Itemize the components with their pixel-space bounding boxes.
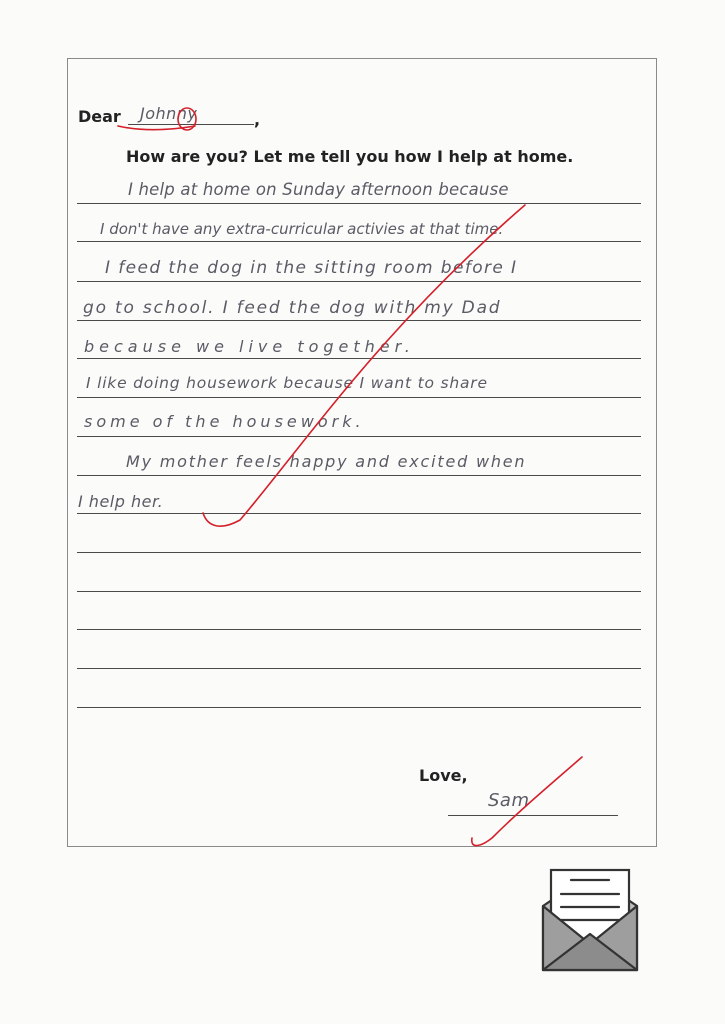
ruled-line	[77, 475, 641, 476]
signature-line	[448, 815, 618, 816]
ruled-line	[77, 513, 641, 514]
greeting-comma: ,	[254, 110, 261, 129]
ruled-line	[77, 320, 641, 321]
ruled-line	[77, 281, 641, 282]
envelope-letter-icon	[539, 864, 641, 974]
closing-text: Love,	[419, 766, 468, 785]
signature: Sam	[488, 790, 530, 811]
handwritten-line-1: I help at home on Sunday afternoon because	[128, 180, 509, 199]
ruled-line	[77, 707, 641, 708]
ruled-line	[77, 358, 641, 359]
ruled-line	[77, 591, 641, 592]
greeting-label: Dear	[78, 107, 121, 126]
letter-prompt: How are you? Let me tell you how I help at home.	[126, 147, 574, 166]
greeting-name-line	[128, 124, 254, 125]
ruled-line	[77, 629, 641, 630]
handwritten-line-7: some of the housework.	[84, 412, 365, 431]
handwritten-line-2: I don't have any extra-curricular activies at that time.	[100, 220, 504, 238]
ruled-line	[77, 436, 641, 437]
handwritten-line-9: I help her.	[78, 492, 164, 511]
ruled-line	[77, 552, 641, 553]
handwritten-line-4: go to school. I feed the dog with my Dad	[83, 298, 502, 318]
ruled-line	[77, 397, 641, 398]
handwritten-line-3: I feed the dog in the sitting room before I	[105, 258, 518, 278]
ruled-line	[77, 241, 641, 242]
handwritten-line-6: I like doing housework because I want to share	[86, 374, 488, 392]
ruled-line	[77, 203, 641, 204]
handwritten-line-8: My mother feels happy and excited when	[126, 452, 527, 471]
ruled-line	[77, 668, 641, 669]
handwritten-line-5: because we live together.	[84, 337, 415, 356]
greeting-name: Johnny	[140, 104, 198, 123]
